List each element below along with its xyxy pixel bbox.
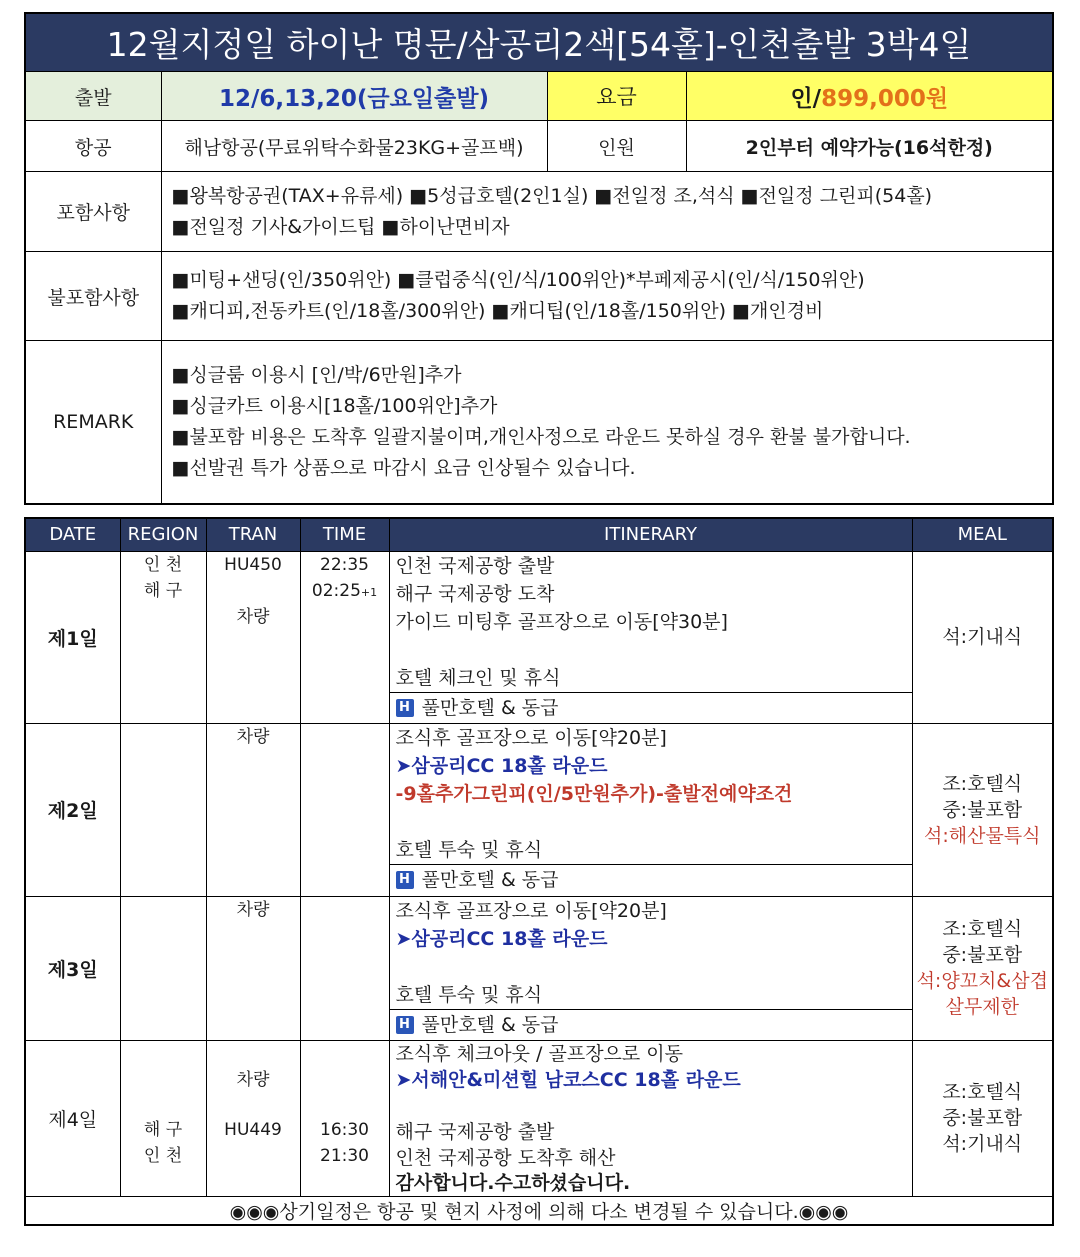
header-region: REGION — [120, 518, 206, 552]
included-label: 포함사항 — [25, 172, 161, 252]
plan-round: ➤삼공리CC 18홀 라운드 — [395, 754, 608, 777]
day-plan — [389, 551, 912, 723]
plan-line: 조식후 골프장으로 이동[약20분] — [395, 899, 667, 922]
tran-line: 차량 — [236, 606, 270, 627]
excluded-list — [161, 252, 1053, 341]
meal-special: 살무제한 — [945, 996, 1019, 1018]
airline-label: 항공 — [25, 121, 161, 172]
tran-line: HU450 — [224, 554, 282, 575]
day-tran — [206, 551, 300, 723]
day-time — [300, 896, 389, 1040]
plan-note: -9홀추가그린피(인/5만원추가)-출발전예약조건 — [395, 782, 793, 805]
tour-document — [24, 12, 1052, 1226]
meal-line: 조:호텔식 — [942, 918, 1023, 940]
excluded-label: 불포함사항 — [25, 252, 161, 341]
itinerary-table — [24, 517, 1054, 1226]
tran-line — [207, 578, 300, 604]
hotel-line — [390, 1009, 912, 1040]
remark-line: ■선발권 특가 상품으로 마감시 요금 인상될수 있습니다. — [171, 456, 636, 479]
fee-prefix: 인/ — [790, 85, 822, 112]
tran-line: 차량 — [236, 726, 270, 747]
meal-line: 석:기내식 — [942, 1133, 1023, 1155]
fee-label: 요금 — [547, 72, 686, 121]
region-line: 인 천 — [143, 1145, 183, 1166]
day-region — [120, 1040, 206, 1196]
hotel-line — [390, 692, 912, 723]
tran-line: 차량 — [236, 1069, 270, 1090]
day-row — [25, 1040, 1053, 1196]
plan-line: 가이드 미팅후 골프장으로 이동[약30분] — [395, 610, 728, 633]
plan-round: ➤서해안&미션힐 남코스CC 18홀 라운드 — [395, 1068, 741, 1091]
day-time — [300, 723, 389, 896]
time-line: 21:30 — [320, 1145, 369, 1166]
excluded-line: ■캐디피,전동카트(인/18홀/300위안) ■캐디팁(인/18홀/150위안) ■개인경비 — [171, 300, 824, 322]
hotel-icon: H — [396, 1016, 414, 1034]
time-line — [301, 578, 389, 606]
day-region — [120, 723, 206, 896]
header-time: TIME — [300, 518, 389, 552]
people-label: 인원 — [547, 121, 686, 172]
meal-line: 석:기내식 — [942, 626, 1023, 648]
fee-value — [686, 72, 1053, 121]
meal-line: 중:불포함 — [942, 944, 1023, 966]
plan-line: 조식후 골프장으로 이동[약20분] — [395, 726, 667, 749]
fee-price: 899,000원 — [821, 85, 949, 112]
meal-line: 중:불포함 — [942, 798, 1023, 821]
day-tran — [206, 723, 300, 896]
hotel-line — [390, 864, 912, 895]
included-list — [161, 172, 1053, 252]
remark-list — [161, 341, 1053, 504]
day-region — [120, 896, 206, 1040]
day-plan — [389, 896, 912, 1040]
time-line: 22:35 — [320, 554, 369, 575]
day-row — [25, 723, 1053, 896]
people-value: 2인부터 예약가능(16석한정) — [686, 121, 1053, 172]
meal-special: 석:양꼬치&삼겹 — [916, 970, 1048, 992]
day-time — [300, 551, 389, 723]
departure-label: 출발 — [25, 72, 161, 121]
included-line: ■왕복항공권(TAX+유류세) ■5성급호텔(2인1실) ■전일정 조,석식 ■전일정 그린피(54홀) — [171, 184, 933, 207]
airline-value: 해남항공(무료위탁수화물23KG+골프백) — [161, 121, 547, 172]
meal-line: 중:불포함 — [942, 1107, 1023, 1129]
day-date: 제4일 — [25, 1040, 120, 1196]
remark-line: ■싱글카트 이용시[18홀/100위안]추가 — [171, 394, 498, 417]
tran-line: 차량 — [236, 899, 270, 920]
day-date: 제3일 — [25, 896, 120, 1040]
region-line: 인 천 — [143, 554, 183, 575]
footer-note: ◉◉◉상기일정은 항공 및 현지 사정에 의해 다소 변경될 수 있습니다.◉◉◉ — [25, 1196, 1053, 1225]
header-tran: TRAN — [206, 518, 300, 552]
plan-line: 해구 국제공항 출발 — [395, 1120, 555, 1143]
day-meal — [912, 1040, 1053, 1196]
time-value: 02:25 — [311, 580, 361, 601]
hotel-name: 풀만호텔 & 동급 — [421, 868, 559, 891]
itinerary-header-row — [25, 518, 1053, 552]
hotel-name: 풀만호텔 & 동급 — [421, 696, 559, 719]
included-line: ■전일정 기사&가이드팁 ■하이난면비자 — [171, 215, 510, 238]
plan-line: 해구 국제공항 도착 — [395, 582, 555, 605]
plan-line — [396, 953, 912, 981]
plan-line: 인천 국제공항 출발 — [395, 554, 555, 577]
departure-value: 12/6,13,20(금요일출발) — [161, 72, 547, 121]
region-line: 해 구 — [143, 1119, 183, 1140]
plan-line: 호텔 투숙 및 휴식 — [395, 838, 543, 861]
page-title: 12월지정일 하이난 명문/삼공리2색[54홀]-인천출발 3박4일 — [25, 13, 1053, 72]
header-itinerary: ITINERARY — [389, 518, 912, 552]
time-suffix: +1 — [360, 585, 378, 599]
day-plan — [389, 723, 912, 896]
plan-line: 호텔 투숙 및 휴식 — [395, 983, 543, 1006]
day-plan — [389, 1040, 912, 1196]
day-date: 제1일 — [25, 551, 120, 723]
thanks-line: 감사합니다.수고하셨습니다. — [395, 1171, 631, 1194]
excluded-line: ■미팅+샌딩(인/350위안) ■클럽중식(인/식/100위안)*부페제공시(인/식/150위안) — [171, 269, 865, 291]
hotel-icon: H — [396, 699, 414, 717]
day-time — [300, 1040, 389, 1196]
meal-special: 석:해산물특식 — [923, 824, 1041, 847]
info-table — [24, 12, 1054, 505]
remark-label: REMARK — [25, 341, 161, 504]
remark-line: ■불포함 비용은 도착후 일괄지불이며,개인사정으로 라운드 못하실 경우 환불 불가합니다. — [171, 425, 911, 448]
remark-line: ■싱글룸 이용시 [인/박/6만원]추가 — [171, 363, 462, 386]
day-meal — [912, 551, 1053, 723]
time-line: 16:30 — [320, 1119, 369, 1140]
plan-line — [396, 636, 912, 664]
day-tran — [206, 1040, 300, 1196]
region-line: 해 구 — [143, 580, 183, 601]
day-meal — [912, 723, 1053, 896]
hotel-icon: H — [396, 871, 414, 889]
header-date: DATE — [25, 518, 120, 552]
plan-line: 호텔 체크인 및 휴식 — [395, 666, 561, 689]
day-meal — [912, 896, 1053, 1040]
hotel-name: 풀만호텔 & 동급 — [421, 1013, 559, 1036]
day-row — [25, 551, 1053, 723]
day-region — [120, 551, 206, 723]
day-row — [25, 896, 1053, 1040]
tran-line: HU449 — [224, 1119, 282, 1140]
plan-line: 인천 국제공항 도착후 해산 — [395, 1146, 616, 1169]
day-date: 제2일 — [25, 723, 120, 896]
day-tran — [206, 896, 300, 1040]
meal-line: 조:호텔식 — [942, 772, 1023, 795]
plan-line — [396, 808, 912, 836]
plan-line: 조식후 체크아웃 / 골프장으로 이동 — [395, 1042, 684, 1065]
header-meal: MEAL — [912, 518, 1053, 552]
meal-line: 조:호텔식 — [942, 1081, 1023, 1103]
plan-round: ➤삼공리CC 18홀 라운드 — [395, 927, 608, 950]
